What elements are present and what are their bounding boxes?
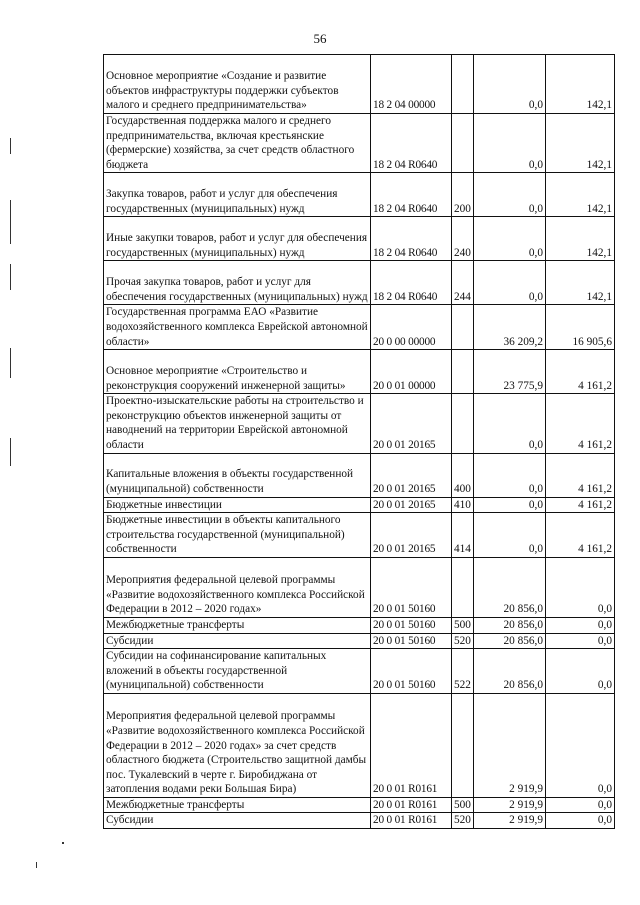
row-amount-1: 0,0: [474, 453, 546, 497]
row-amount-1: 0,0: [474, 114, 546, 173]
row-amount-2: 4 161,2: [546, 513, 615, 558]
row-amount-1: 20 856,0: [474, 649, 546, 694]
row-amount-1: 0,0: [474, 173, 546, 217]
table-row: [104, 557, 615, 617]
row-expense-type: [452, 394, 474, 453]
margin-mark: [10, 200, 11, 244]
table-row: [104, 649, 615, 694]
row-expense-type: 200: [452, 173, 474, 217]
row-expense-type: 410: [452, 497, 474, 513]
table-row: [104, 453, 615, 497]
row-name: Капитальные вложения в объекты государственной (муниципальной) собственности: [104, 453, 371, 497]
row-amount-2: 4 161,2: [546, 497, 615, 513]
row-amount-2: 0,0: [546, 693, 615, 797]
row-target-code: 20 0 01 R0161: [371, 693, 452, 797]
row-name: Бюджетные инвестиции: [104, 497, 371, 513]
table-row: [104, 394, 615, 453]
row-amount-1: 2 919,9: [474, 813, 546, 829]
row-name: Закупка товаров, работ и услуг для обеспечения государственных (муниципальных) нужд: [104, 173, 371, 217]
row-expense-type: [452, 693, 474, 797]
row-expense-type: 500: [452, 797, 474, 813]
table-row: [104, 173, 615, 217]
row-amount-2: 142,1: [546, 55, 615, 114]
row-target-code: 20 0 01 20165: [371, 394, 452, 453]
row-amount-1: 0,0: [474, 55, 546, 114]
table-row: [104, 114, 615, 173]
row-expense-type: 240: [452, 217, 474, 261]
row-target-code: 18 2 04 R0640: [371, 114, 452, 173]
budget-table: [103, 54, 615, 829]
row-expense-type: [452, 350, 474, 394]
margin-mark: [10, 438, 11, 466]
row-target-code: 20 0 01 R0161: [371, 813, 452, 829]
row-name: Иные закупки товаров, работ и услуг для обеспечения государственных (муниципальных) нужд: [104, 217, 371, 261]
row-target-code: 18 2 04 R0640: [371, 217, 452, 261]
table-row: [104, 813, 615, 829]
row-amount-1: 2 919,9: [474, 693, 546, 797]
row-amount-2: 4 161,2: [546, 453, 615, 497]
row-target-code: 20 0 00 00000: [371, 305, 452, 350]
margin-mark: [36, 862, 37, 868]
row-target-code: 18 2 04 R0640: [371, 261, 452, 305]
row-name: Основное мероприятие «Строительство и реконструкция сооружений инженерной защиты»: [104, 350, 371, 394]
row-expense-type: 522: [452, 649, 474, 694]
row-expense-type: 500: [452, 617, 474, 633]
row-expense-type: 520: [452, 813, 474, 829]
row-amount-2: 142,1: [546, 114, 615, 173]
row-amount-2: 0,0: [546, 649, 615, 694]
row-name: Субсидии на софинансирование капитальных вложений в объекты государственной (муниципальной) собственности: [104, 649, 371, 694]
row-amount-2: 0,0: [546, 797, 615, 813]
row-name: Бюджетные инвестиции в объекты капитального строительства государственной (муниципальной) собственности: [104, 513, 371, 558]
row-target-code: 18 2 04 00000: [371, 55, 452, 114]
row-target-code: 20 0 01 50160: [371, 633, 452, 649]
row-amount-1: 23 775,9: [474, 350, 546, 394]
row-amount-2: 0,0: [546, 633, 615, 649]
row-name: Основное мероприятие «Создание и развитие объектов инфраструктуры поддержки субъектов малого и среднего предпринимательства»: [104, 55, 371, 114]
budget-table-body: [104, 55, 615, 829]
table-row: [104, 217, 615, 261]
row-name: Государственная программа ЕАО «Развитие водохозяйственного комплекса Еврейской автономной области»: [104, 305, 371, 350]
table-row: [104, 617, 615, 633]
table-row: [104, 55, 615, 114]
row-target-code: 20 0 01 R0161: [371, 797, 452, 813]
row-amount-1: 0,0: [474, 261, 546, 305]
row-amount-1: 0,0: [474, 513, 546, 558]
page-number: 56: [313, 31, 327, 46]
row-name: Прочая закупка товаров, работ и услуг для обеспечения государственных (муниципальных) нужд: [104, 261, 371, 305]
row-amount-2: 142,1: [546, 261, 615, 305]
row-amount-1: 36 209,2: [474, 305, 546, 350]
row-name: Проектно-изыскательские работы на строительство и реконструкцию объектов инженерной защиты от наводнений на территории Еврейской автономной области: [104, 394, 371, 453]
row-amount-2: 4 161,2: [546, 350, 615, 394]
row-amount-2: 0,0: [546, 557, 615, 617]
row-target-code: 20 0 01 20165: [371, 513, 452, 558]
row-name: Межбюджетные трансферты: [104, 797, 371, 813]
row-name: Субсидии: [104, 813, 371, 829]
table-row: [104, 797, 615, 813]
row-amount-2: 16 905,6: [546, 305, 615, 350]
row-amount-2: 0,0: [546, 617, 615, 633]
margin-mark: [10, 138, 11, 154]
row-expense-type: 414: [452, 513, 474, 558]
row-name: Межбюджетные трансферты: [104, 617, 371, 633]
row-target-code: 20 0 01 50160: [371, 557, 452, 617]
table-row: [104, 350, 615, 394]
row-amount-2: 142,1: [546, 217, 615, 261]
row-name: Государственная поддержка малого и среднего предпринимательства, включая крестьянские (фермерские) хозяйства, за счет средств областного бюджета: [104, 114, 371, 173]
row-amount-1: 20 856,0: [474, 557, 546, 617]
row-expense-type: 520: [452, 633, 474, 649]
row-amount-1: 20 856,0: [474, 617, 546, 633]
row-amount-1: 0,0: [474, 497, 546, 513]
row-name: Субсидии: [104, 633, 371, 649]
row-target-code: 20 0 01 20165: [371, 497, 452, 513]
margin-mark: [10, 264, 11, 290]
row-expense-type: [452, 114, 474, 173]
table-row: [104, 497, 615, 513]
margin-mark: [62, 842, 64, 844]
row-amount-2: 4 161,2: [546, 394, 615, 453]
row-expense-type: 244: [452, 261, 474, 305]
row-target-code: 20 0 01 50160: [371, 617, 452, 633]
row-target-code: 20 0 01 20165: [371, 453, 452, 497]
row-expense-type: 400: [452, 453, 474, 497]
row-amount-2: 0,0: [546, 813, 615, 829]
row-expense-type: [452, 305, 474, 350]
row-name: Мероприятия федеральной целевой программы «Развитие водохозяйственного комплекса Российской Федерации в 2012 – 2020 годах»: [104, 557, 371, 617]
table-row: [104, 261, 615, 305]
table-row: [104, 633, 615, 649]
row-expense-type: [452, 557, 474, 617]
row-amount-2: 142,1: [546, 173, 615, 217]
row-expense-type: [452, 55, 474, 114]
table-row: [104, 305, 615, 350]
row-name: Мероприятия федеральной целевой программы «Развитие водохозяйственного комплекса Российской Федерации в 2012 – 2020 годах» за счет средств областного бюджета (Строительство защитной дамбы пос. Тукалевский в черте г. Биробиджана от затопления водами реки Большая Бира): [104, 693, 371, 797]
margin-mark: [10, 348, 11, 378]
table-row: [104, 693, 615, 797]
row-target-code: 20 0 01 50160: [371, 649, 452, 694]
row-amount-1: 20 856,0: [474, 633, 546, 649]
row-target-code: 20 0 01 00000: [371, 350, 452, 394]
table-row: [104, 513, 615, 558]
row-amount-1: 0,0: [474, 394, 546, 453]
row-target-code: 18 2 04 R0640: [371, 173, 452, 217]
row-amount-1: 0,0: [474, 217, 546, 261]
row-amount-1: 2 919,9: [474, 797, 546, 813]
